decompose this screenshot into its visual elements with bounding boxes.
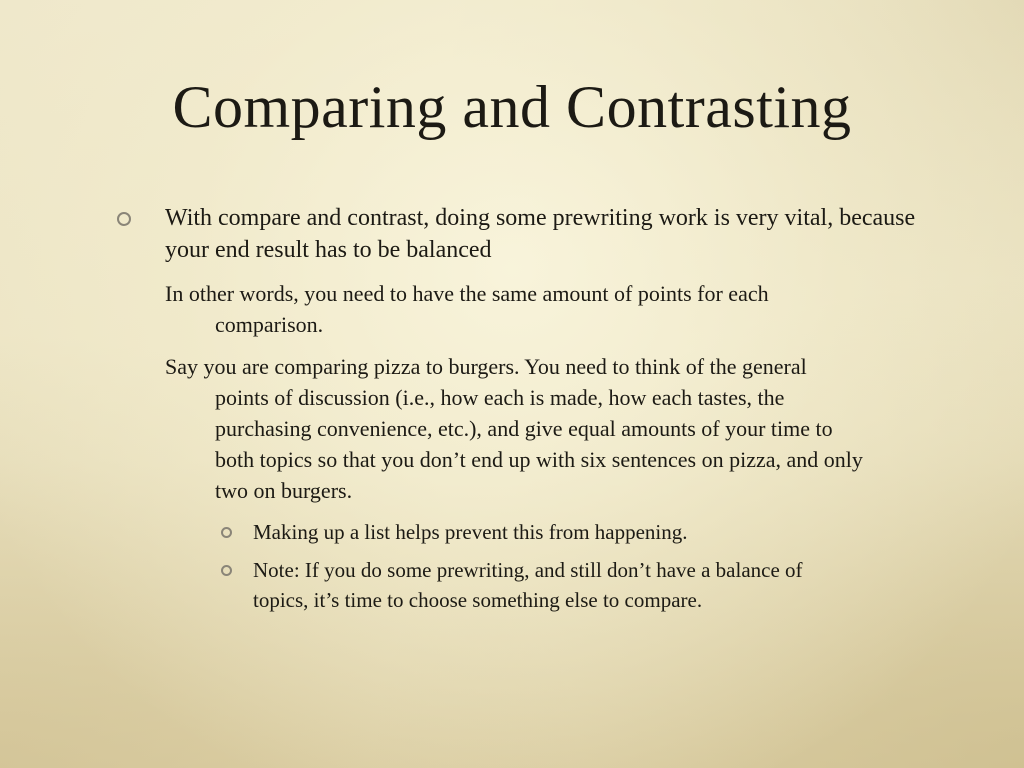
hollow-circle-icon [221, 527, 232, 538]
sub-paragraph-text: Say you are comparing pizza to burgers. You need to think of the general points of discussion (i.e., how each is made, how each tastes, the purchasing convenience, etc.), and give equal amounts of your time to both topics so that you don’t end up with six sentences on pizza, and only two on burgers. [165, 354, 863, 503]
bullet-text: With compare and contrast, doing some prewriting work is very vital, because your end result has to be balanced [165, 205, 916, 263]
nested-bullet-item [108, 517, 853, 547]
slide-title: Comparing and Contrasting [172, 74, 852, 140]
hollow-circle-icon [221, 565, 232, 576]
bullet-item [108, 202, 925, 266]
nested-bullet-item [108, 555, 853, 615]
bullet-list [108, 202, 928, 623]
nested-bullet-text: Making up a list helps prevent this from happening. [253, 520, 688, 544]
sub-paragraph [108, 351, 865, 506]
nested-bullet-text: Note: If you do some prewriting, and still don’t have a balance of topics, it’s time to choose something else to compare. [253, 558, 803, 612]
sub-paragraph [108, 278, 865, 340]
sub-paragraph-text: In other words, you need to have the same amount of points for each comparison. [165, 281, 769, 337]
hollow-circle-icon [117, 212, 131, 226]
